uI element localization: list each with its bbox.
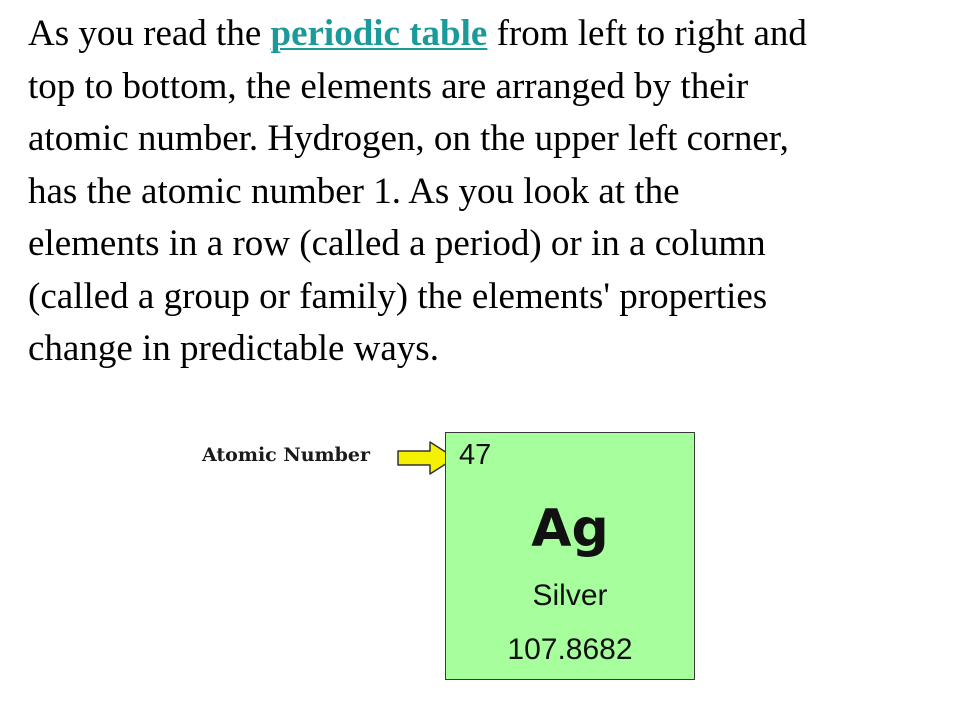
paragraph-text: As you read the [28,13,271,54]
paragraph-line-7: change in predictable ways. [28,328,439,369]
atomic-number: 47 [459,439,492,471]
paragraph-line-6: (called a group or family) the elements' properties [28,275,768,317]
element-tile [445,432,695,680]
paragraph-line-3: atomic number. Hydrogen, on the upper left corner, [28,118,789,159]
element-name: Silver [532,579,608,612]
atomic-mass: 107.8682 [507,633,633,666]
paragraph-line-2: top to bottom, the elements are arranged by their [28,65,749,107]
periodic-table-link[interactable]: periodic table [270,13,488,54]
paragraph-line-5: elements in a row (called a period) or in a column [28,223,766,264]
paragraph-text: from left to right and [487,13,807,54]
atomic-number-label: Atomic Number [202,444,371,466]
element-symbol: Ag [531,499,609,559]
paragraph-line-4: has the atomic number 1. As you look at the [28,170,680,212]
